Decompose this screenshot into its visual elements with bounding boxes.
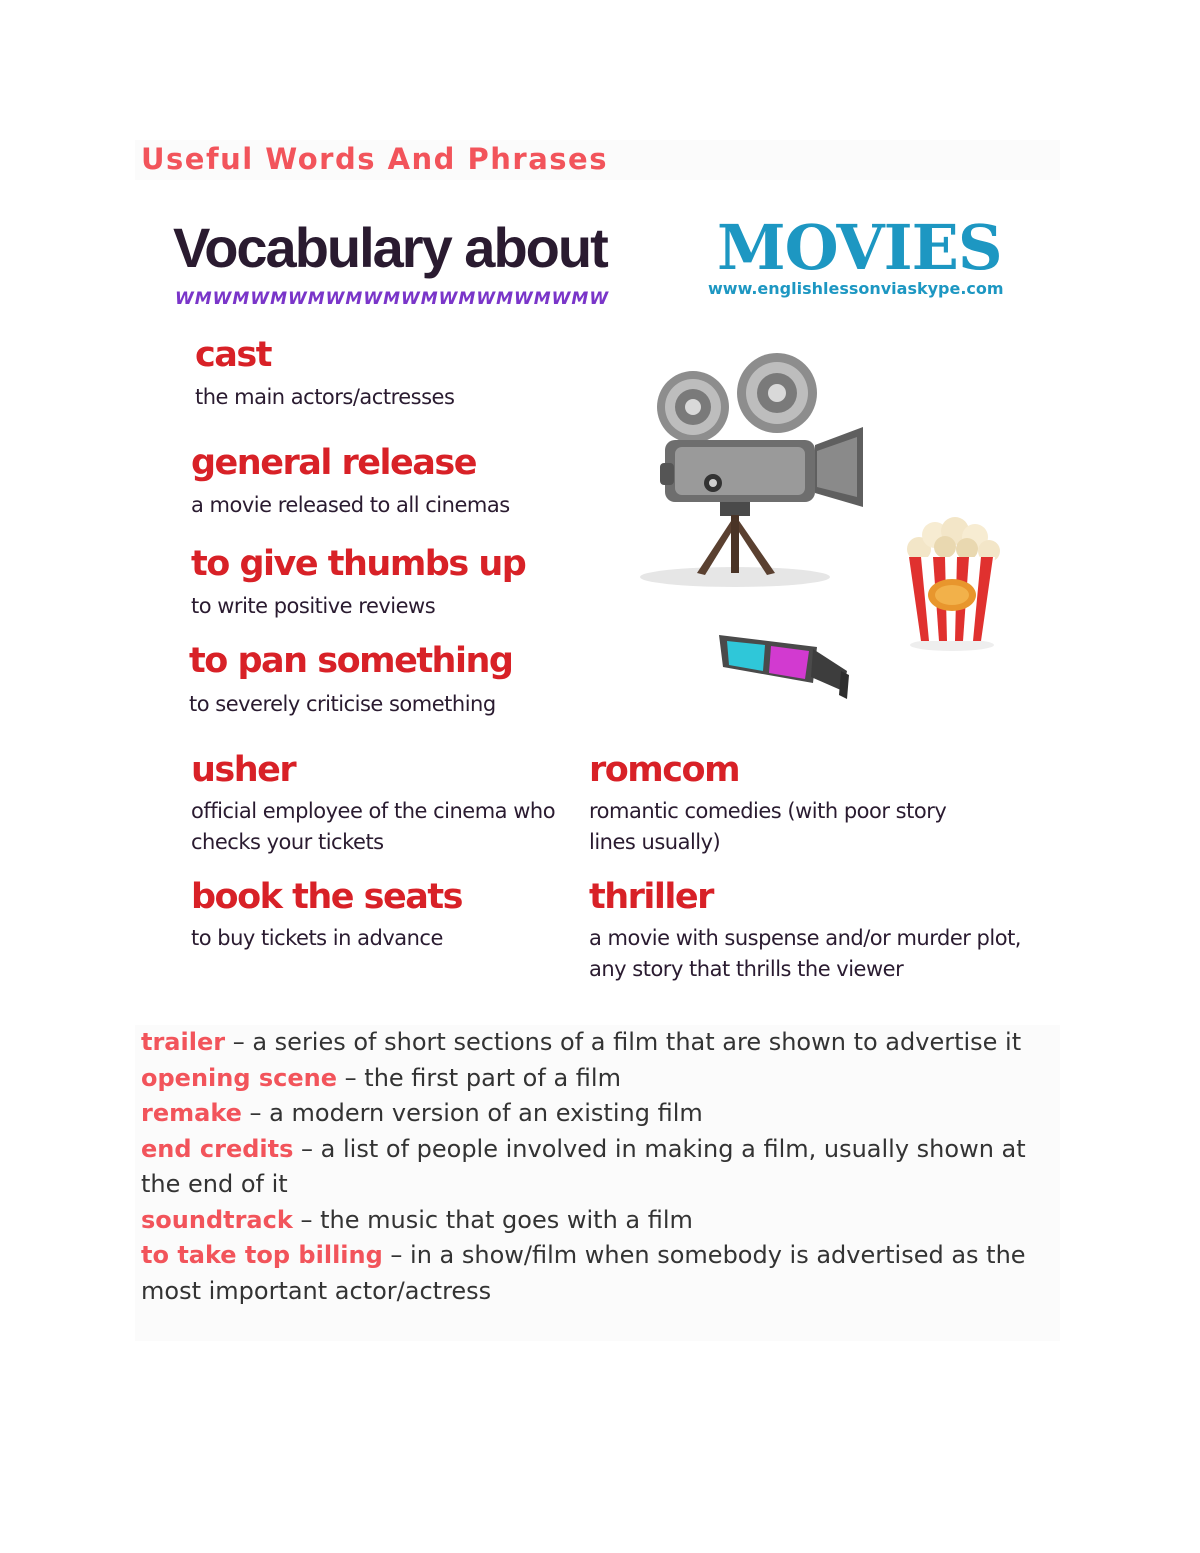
movie-camera-icon xyxy=(625,345,875,595)
term-cast: cast xyxy=(195,335,271,375)
glossary-item xyxy=(135,1132,1060,1203)
page-heading: Useful Words And Phrases xyxy=(141,142,608,176)
glossary-term: opening scene xyxy=(141,1063,338,1092)
glossary-definition: – in a show/film when somebody is advertised as the most important actor/actress xyxy=(141,1241,1026,1305)
glossary-term: soundtrack xyxy=(141,1205,293,1234)
term-book-the-seats: book the seats xyxy=(191,877,462,917)
glossary-term: trailer xyxy=(141,1028,226,1056)
glossary-item xyxy=(135,1238,1060,1309)
poster-title-highlight: MOVIES xyxy=(717,211,1002,284)
poster-url: www.englishlessonviaskype.com xyxy=(708,279,1004,298)
term-to-give-thumbs-up: to give thumbs up xyxy=(191,544,526,584)
popcorn-icon xyxy=(897,513,1007,653)
definition-general-release: a movie released to all cinemas xyxy=(191,493,510,517)
glossary-definition: – the music that goes with a film xyxy=(292,1205,693,1234)
poster-title: Vocabulary about xyxy=(173,216,607,279)
glossary-definition: – a series of short sections of a film that are shown to advertise it xyxy=(225,1028,1022,1056)
definition-thriller: a movie with suspense and/or murder plot, any story that thrills the viewer xyxy=(589,926,1021,981)
definition-to-pan-something: to severely criticise something xyxy=(189,692,496,716)
definition-cast: the main actors/actresses xyxy=(195,385,455,409)
glossary-item xyxy=(135,1061,1060,1097)
glossary-list xyxy=(135,1025,1060,1341)
page-heading-bar xyxy=(135,140,1060,180)
glossary-item xyxy=(135,1203,1060,1239)
glossary-item xyxy=(135,1096,1060,1132)
glossary-definition: – a list of people involved in making a film, usually shown at the end of it xyxy=(141,1134,1026,1198)
glossary-term: remake xyxy=(141,1099,242,1127)
term-general-release: general release xyxy=(191,443,476,483)
vocabulary-poster xyxy=(165,205,1045,1005)
definition-to-give-thumbs-up: to write positive reviews xyxy=(191,594,436,618)
term-to-pan-something: to pan something xyxy=(189,641,513,681)
definition-usher: official employee of the cinema who checks your tickets xyxy=(191,799,556,854)
term-thriller: thriller xyxy=(589,877,713,917)
term-usher: usher xyxy=(191,750,296,790)
3d-glasses-icon xyxy=(713,625,853,710)
glossary-item xyxy=(135,1025,1060,1061)
glossary-definition: – the first part of a film xyxy=(337,1063,621,1092)
glossary-term: to take top billing xyxy=(141,1241,383,1269)
poster-wave-decoration: WMWMWMWMWMWMWMWMWMWMWMW xyxy=(175,289,610,309)
definition-book-the-seats: to buy tickets in advance xyxy=(191,926,443,950)
term-romcom: romcom xyxy=(589,750,740,790)
glossary-definition: – a modern version of an existing film xyxy=(241,1099,703,1127)
glossary-term: end credits xyxy=(141,1134,294,1163)
definition-romcom: romantic comedies (with poor story lines usually) xyxy=(589,799,947,854)
